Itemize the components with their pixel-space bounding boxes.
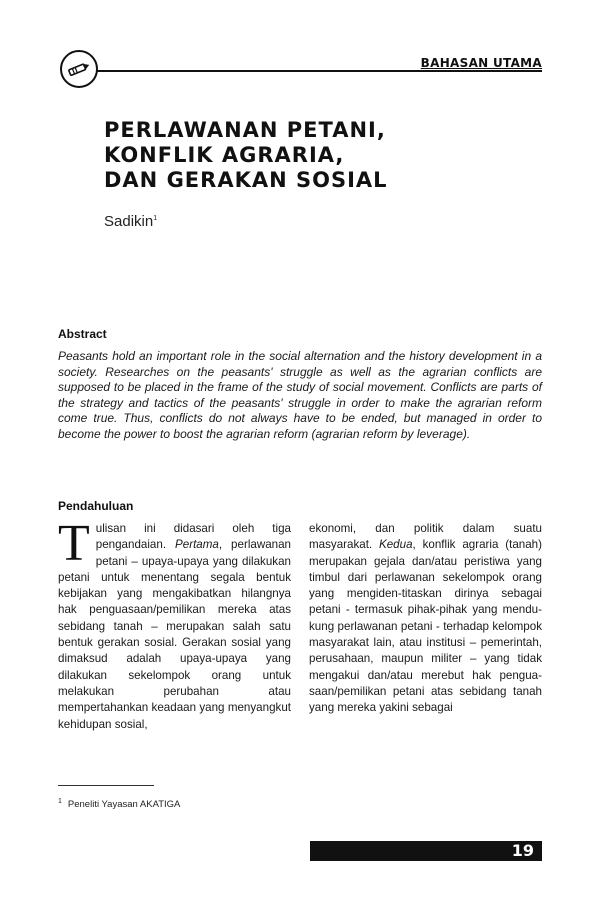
pen-badge [60, 50, 98, 88]
pen-icon [66, 62, 92, 76]
body-paragraph-right [309, 521, 542, 717]
introduction-heading: Pendahuluan [58, 499, 134, 513]
footnote [58, 798, 180, 810]
author-name-text: Sadikin [104, 213, 154, 230]
footnote-text: Peneliti Yayasan AKATIGA [67, 799, 181, 811]
left-text-c: , perlawanan petani – upaya-upaya yang dilakukan petani untuk menentang segala bentuk kebijakan yang mengakibatkan hilangnya hak penguasaan/pemilikan mereka atas sebidang tanah – merupakan salah satu bentuk gerakan sosial. Gerakan sosial yang dimaksud adalah upaya-upaya yang dilakukan sekelompok orang untuk melakukan perubahan atau mempertahankan keadaan yang menyangkut kehidupan sosial, [58, 538, 292, 731]
right-text-c: , konflik agraria (tanah) merupakan gejala dan/atau peristiwa yang timbul dari perlawanan sekelompok orang yang mengiden-titaskan dirinya sebagai petani - termasuk pihak-pihak yang mendu-kung perlawanan petani - terhadap kelompok masyarakat lain, atau institusi – pemerintah, perusahaan, maupun militer – yang tidak mengakui dan/atau merebut hak pengua-saan/pemilikan petani atas sebidang tanah yang mereka yakini sebagai [309, 538, 542, 715]
right-text-a: ekonomi, dan politik dalam suatu masyarakat. [309, 522, 542, 552]
page-number-bar [310, 841, 542, 861]
title-line-2: KONFLIK AGRARIA, [104, 143, 345, 167]
page-number: 19 [511, 841, 534, 860]
body-column-left [58, 515, 292, 733]
body-paragraph-left [58, 515, 292, 733]
footnote-number: 1 [58, 798, 62, 805]
abstract-heading: Abstract [58, 327, 107, 341]
title-line-1: PERLAWANAN PETANI, [104, 118, 386, 142]
drop-cap: T [58, 515, 90, 572]
left-text-a: ulisan ini didasari oleh tiga pengandaian. [95, 522, 291, 552]
author-name [104, 213, 157, 230]
abstract-text: Peasants hold an important role in the social alternation and the history development in a society. Researches on the peasants' struggle as well as the agrarian conflicts are supposed to be placed in the frame of the study of social movement. Conflicts are parts of the strategy and tactics of the peasants' struggle in order to make the agrarian reform come true. Thus, conflicts do not always have to be ended, but managed in order to become the power to boost the agrarian reform (agrarian reform by leverage). [58, 349, 542, 441]
author-footnote-marker: 1 [153, 215, 158, 222]
article-title [104, 118, 544, 193]
header-rule [96, 70, 542, 72]
footnote-rule [58, 785, 154, 786]
section-label: BAHASAN UTAMA [420, 56, 542, 70]
body-column-right [309, 521, 542, 717]
right-text-emphasis: Kedua [379, 538, 413, 552]
left-text-emphasis: Pertama [175, 538, 219, 552]
title-line-3: DAN GERAKAN SOSIAL [104, 168, 388, 192]
